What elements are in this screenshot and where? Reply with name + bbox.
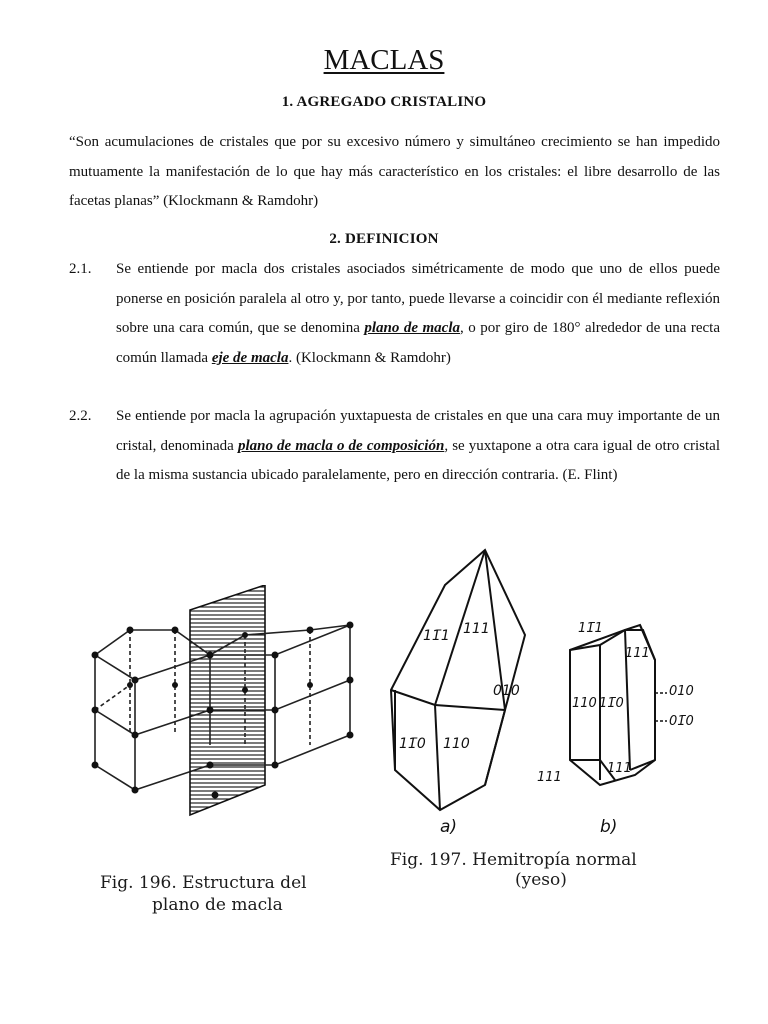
face-label: 11̄0 (399, 736, 426, 752)
term-plano-de-macla: plano de macla (364, 320, 460, 336)
face-label: 111 (625, 646, 650, 661)
item-number: 2.2. (69, 408, 92, 424)
definition-item-2-2 (69, 402, 720, 491)
figure-196-caption: Fig. 196. Estructura del plano de macla (100, 873, 307, 915)
twin-plane (190, 585, 265, 815)
item-text: Se entiende por macla la agrupación yuxtapuesta de cristales en que una cara muy importante de un cristal, denominada plano de macla o de composición, se yuxtapone a otra cara igual de otro cristal de la misma sustancia ubicado paralelamente, pero en dirección contraria. (E. Flint) (116, 408, 720, 483)
figure-196-lattice-diagram (85, 585, 375, 855)
face-label: 010 (669, 684, 694, 699)
face-label: 110 (572, 696, 597, 711)
face-label: 01̄0 (669, 714, 694, 729)
label-a: a) (440, 817, 458, 837)
face-label: 11̄1 (423, 628, 450, 644)
figure-197-crystal-diagram (385, 545, 730, 845)
label-b: b) (600, 817, 618, 837)
quote-paragraph: “Son acumulaciones de cristales que por su excesivo número y simultáneo crecimiento se han impedido mutuamente la manifestación de lo que hay más característico en los cristales: el libre desarrollo de las facetas planas” (Klockmann & Ramdohr) (69, 134, 720, 209)
face-label: 11̄1 (578, 621, 603, 636)
face-label: 11̄0 (599, 696, 624, 711)
term-plano-de-composicion: plano de macla o de composición (237, 437, 445, 454)
term-eje-de-macla: eje de macla (211, 349, 289, 366)
definition-item-2-1 (69, 255, 720, 373)
face-label: 111 (607, 761, 632, 776)
crystal-a (391, 550, 525, 810)
figure-197-caption: Fig. 197. Hemitropía normal (yeso) (390, 850, 637, 890)
face-label: 111 (537, 770, 562, 785)
item-text: Se entiende por macla dos cristales asociados simétricamente de modo que uno de ellos puede ponerse en posición paralela al otro y, por tanto, puede llevarse a coincidir con él mediante reflexión sobre una cara común, que se denomina plano de macla, o por giro de 180° alrededor de una recta común llamada eje de macla. (Klockmann & Ramdohr) (116, 261, 720, 366)
section-heading-agregado: 1. AGREGADO CRISTALINO (281, 94, 487, 110)
face-label: 110 (443, 736, 470, 752)
face-label: 010 (493, 683, 520, 699)
face-label: 111 (463, 621, 490, 637)
item-number: 2.1. (69, 261, 92, 277)
document-title: MACLAS (323, 44, 445, 76)
section-heading-definicion: 2. DEFINICION (329, 231, 439, 247)
